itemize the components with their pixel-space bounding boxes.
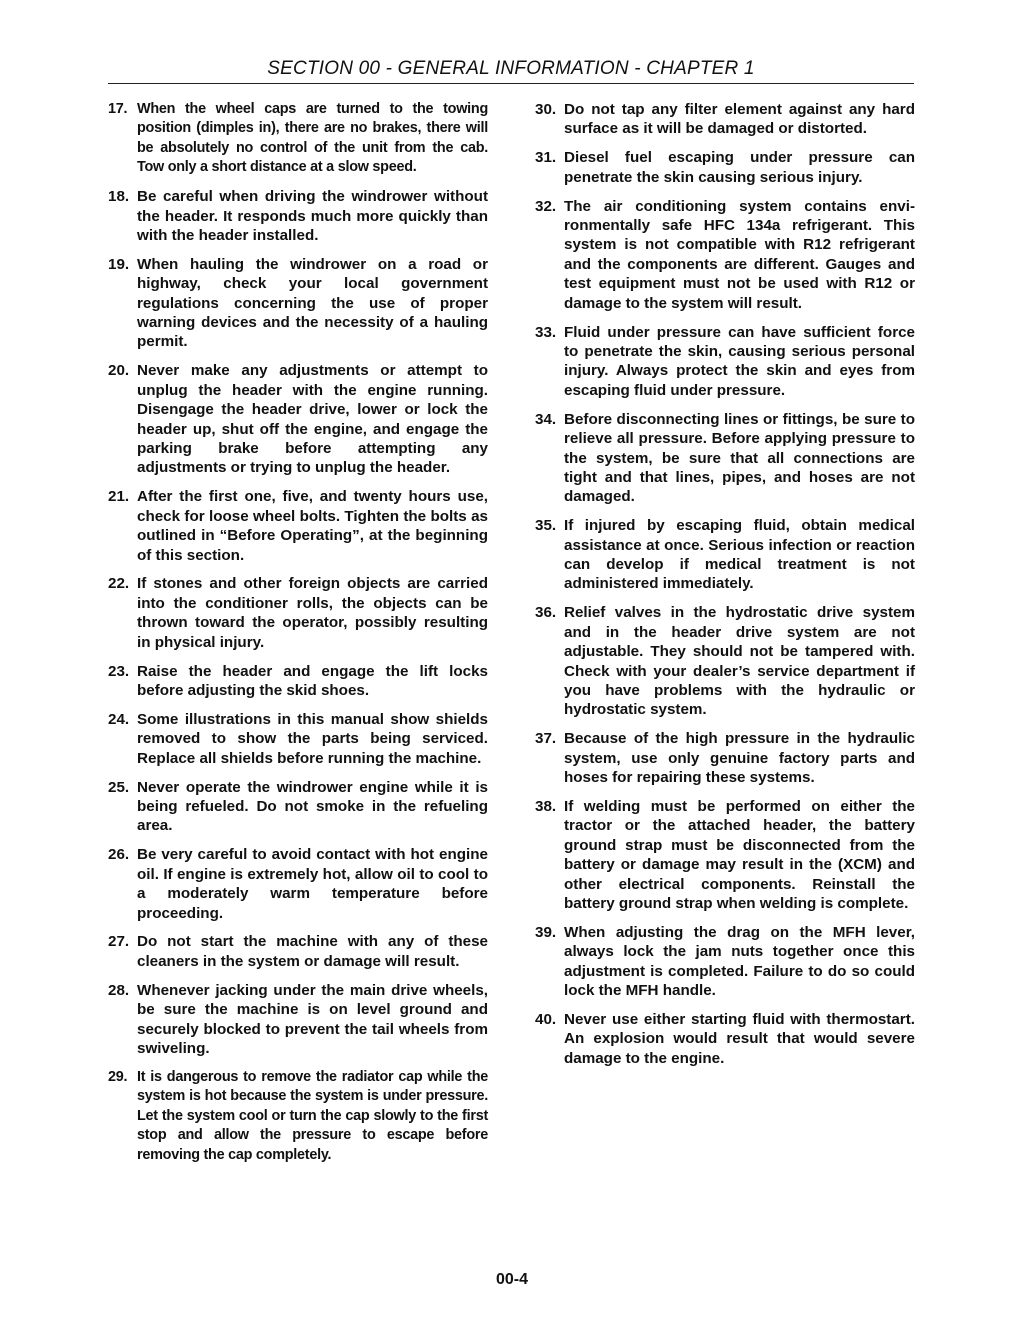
item-text: Never use either starting fluid with thermostart. An explosion would result that would severe damage to the engine. — [564, 1011, 915, 1067]
item-text: Whenever jacking under the main drive wheels, be sure the machine is on level ground and securely blocked to prevent the tail wheels from swiveling. — [137, 981, 488, 1057]
list-item-38 — [535, 797, 915, 913]
item-number: 24. — [108, 710, 130, 728]
item-text: The air conditioning system contains environmentally safe HFC 134a refrigerant. This system is not compatible with R12 refrigerant and the components are different. Gauges and test equipment must not be used with R12 or damage to the system will result. — [564, 197, 915, 312]
item-text: Some illustrations in this manual show shields removed to show the parts being serviced. Replace all shields before running the machine. — [137, 710, 488, 767]
item-number: 28. — [108, 981, 130, 999]
item-text: After the first one, five, and twenty hours use, check for loose wheel bolts. Tighten the bolts as outlined in “Before Operating”, at the beginning of this section. — [137, 488, 488, 564]
list-item-39 — [535, 923, 915, 1001]
item-text: If injured by escaping fluid, obtain medical assistance at once. Serious infection or reaction can develop if medical treatment is not administered immediately. — [564, 517, 915, 593]
item-number: 17. — [108, 101, 128, 117]
item-number: 40. — [535, 1011, 557, 1029]
right-column — [535, 100, 915, 1078]
item-text: When the wheel caps are turned to the towing position (dimples in), there are no brakes, there will be absolutely no control of the unit from the cab. Tow only a short distance at a slow speed. — [137, 101, 488, 176]
item-text: Before disconnecting lines or fittings, be sure to relieve all pressure. Before applying pressure to the system, be sure that all connections are tight and that lines, pipes, and hoses are not damaged. — [564, 410, 915, 506]
list-item-24 — [108, 710, 488, 768]
item-number: 22. — [108, 575, 130, 593]
item-text: Never make any adjustments or attempt to unplug the header with the engine running. Disengage the header drive, lower or lock the header up, shut off the engine, and engage the parking brake before attempting any adjustments or trying to unplug the header. — [137, 362, 488, 477]
item-number: 20. — [108, 362, 130, 380]
item-text: Fluid under pressure can have sufficient force to penetrate the skin, causing serious personal injury. Always protect the skin and eyes from escaping fluid under pressure. — [564, 323, 915, 399]
list-item-19 — [108, 255, 488, 352]
list-item-36 — [535, 603, 915, 719]
list-item-18 — [108, 187, 488, 245]
item-text: When adjusting the drag on the MFH lever, always lock the jam nuts together once this adjustment is completed. Failure to do so could lock the MFH handle. — [564, 923, 915, 1000]
item-number: 36. — [535, 604, 557, 622]
list-item-21 — [108, 487, 488, 565]
item-text: Be careful when driving the windrower without the header. It responds much more quickly than with the header installed. — [137, 188, 488, 244]
item-text: Diesel fuel escaping under pressure can penetrate the skin causing serious injury. — [564, 149, 915, 186]
list-item-37 — [535, 729, 915, 787]
list-item-29 — [108, 1068, 488, 1165]
item-text: Do not start the machine with any of these cleaners in the system or damage will result. — [137, 933, 488, 970]
list-item-17 — [108, 100, 488, 178]
header-divider — [108, 83, 914, 84]
item-number: 19. — [108, 255, 130, 273]
item-text: Do not tap any filter element against any hard surface as it will be damaged or distorted. — [564, 101, 915, 138]
item-text: Relief valves in the hydrostatic drive system and in the header drive system are not adjustable. They should not be tampered with. Check with your dealer’s service department if you have problems with the hydraulic or hydrostatic system. — [564, 604, 915, 719]
list-item-20 — [108, 361, 488, 477]
item-number: 38. — [535, 798, 557, 815]
list-item-34 — [535, 410, 915, 507]
list-item-30 — [535, 100, 915, 139]
item-number: 32. — [535, 197, 557, 215]
item-number: 23. — [108, 662, 130, 680]
list-item-35 — [535, 516, 915, 594]
list-item-33 — [535, 323, 915, 401]
item-number: 31. — [535, 149, 557, 167]
item-text: Be very careful to avoid contact with hot engine oil. If engine is extremely hot, allow oil to cool to a moderately warm temperature before proceeding. — [137, 846, 488, 922]
list-item-22 — [108, 574, 488, 652]
list-item-32 — [535, 197, 915, 313]
item-number: 33. — [535, 323, 557, 341]
item-number: 18. — [108, 188, 130, 206]
item-number: 35. — [535, 517, 557, 535]
item-text: Never operate the windrower engine while it is being refueled. Do not smoke in the refueling area. — [137, 778, 488, 835]
item-number: 39. — [535, 923, 557, 941]
list-item-31 — [535, 148, 915, 187]
item-number: 30. — [535, 101, 557, 118]
item-number: 21. — [108, 488, 130, 506]
item-text: Because of the high pressure in the hydraulic system, use only genuine factory parts and hoses for repairing these systems. — [564, 730, 915, 787]
item-text: It is dangerous to remove the radiator cap while the system is hot because the system is under pressure. Let the system cool or turn the cap slowly to the first stop and allow the pressure to escape before removing the cap completely. — [137, 1068, 488, 1163]
item-number: 29. — [108, 1068, 128, 1085]
list-item-23 — [108, 662, 488, 701]
list-item-26 — [108, 845, 488, 923]
item-text: If welding must be performed on either the tractor or the attached header, the battery ground strap must be disconnected from the battery or damage may result in the (XCM) and other electrical components. Reinstall the battery ground strap when welding is complete. — [564, 798, 915, 913]
item-number: 37. — [535, 730, 557, 748]
list-item-25 — [108, 778, 488, 836]
item-text: Raise the header and engage the lift locks before adjusting the skid shoes. — [137, 662, 488, 699]
item-number: 27. — [108, 933, 130, 951]
item-text: When hauling the windrower on a road or highway, check your local government regulations concerning the use of proper warning devices and the necessity of a hauling permit. — [137, 255, 488, 351]
list-item-27 — [108, 932, 488, 971]
page-number: 00-4 — [495, 1271, 529, 1288]
item-text: If stones and other foreign objects are carried into the conditioner rolls, the objects can be thrown toward the operator, possibly resulting in physical injury. — [137, 575, 488, 651]
page-header-title: SECTION 00 - GENERAL INFORMATION - CHAPTER 1 — [267, 58, 755, 79]
item-number: 25. — [108, 778, 130, 796]
item-number: 26. — [108, 846, 130, 864]
list-item-40 — [535, 1010, 915, 1068]
list-item-28 — [108, 981, 488, 1059]
item-number: 34. — [535, 410, 557, 428]
left-column — [108, 100, 488, 1174]
